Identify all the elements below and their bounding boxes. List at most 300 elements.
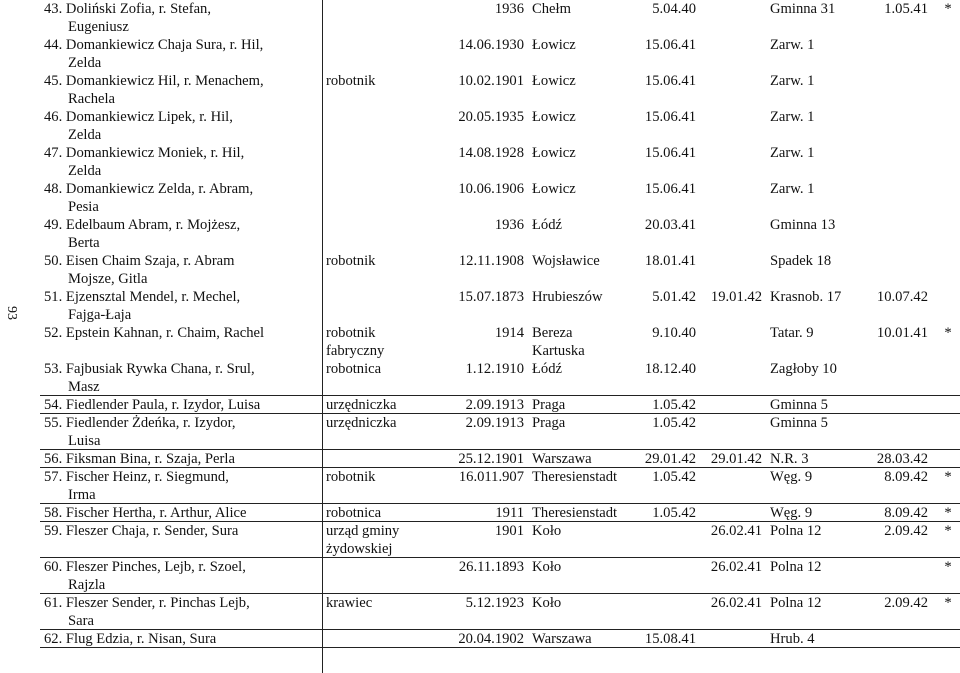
arrival-date: 15.08.41 [644, 631, 696, 647]
birthplace-cell [528, 36, 636, 72]
registration-date: 29.01.42 [710, 451, 762, 467]
departure-date [854, 144, 932, 180]
entry-number: 46. [44, 109, 63, 125]
arrival-date: 1.05.42 [652, 415, 696, 431]
birthplace-cell [528, 396, 636, 414]
arrival-date: 15.06.41 [644, 145, 696, 161]
birthplace-cell [528, 108, 636, 144]
occupation: robotnik [326, 253, 376, 269]
registration-date [700, 504, 766, 522]
person-name-cell [40, 36, 322, 72]
arrival-date: 1.05.42 [652, 469, 696, 485]
address: Gminna 5 [770, 415, 828, 431]
note-mark [932, 288, 960, 324]
birthplace: Łowicz [532, 37, 576, 53]
table-row [40, 72, 960, 108]
arrival-date [636, 558, 700, 594]
table-row [40, 396, 960, 414]
occupation-cell [322, 216, 432, 252]
note-mark [932, 252, 960, 288]
entry-number: 53. [44, 361, 63, 377]
note-mark [932, 450, 960, 468]
occupation-cell [322, 180, 432, 216]
row-divider [40, 629, 960, 630]
table-row [40, 36, 960, 72]
table-row [40, 216, 960, 252]
person-name: Fleszer Pinches, Lejb, r. Szoel, [62, 559, 246, 575]
parents-continuation: Rajzla [68, 577, 106, 593]
person-name-cell [40, 594, 322, 630]
table-row [40, 288, 960, 324]
person-name-cell [40, 144, 322, 180]
table-row [40, 252, 960, 288]
person-name-cell [40, 450, 322, 468]
birth-date: 2.09.1913 [465, 415, 524, 431]
arrival-date: 1.05.42 [652, 397, 696, 413]
registration-date [700, 324, 766, 360]
occupation-cell [322, 36, 432, 72]
address: Polna 12 [770, 523, 822, 539]
birthplace-cell [528, 558, 636, 594]
birthplace-cell [528, 630, 636, 648]
arrival-date: 15.06.41 [644, 73, 696, 89]
note-mark: * [944, 469, 952, 485]
person-name-cell [40, 216, 322, 252]
table-row [40, 504, 960, 522]
row-divider [40, 521, 960, 522]
entry-number: 57. [44, 469, 63, 485]
registration-date [700, 630, 766, 648]
entry-number: 61. [44, 595, 63, 611]
birthplace: Łowicz [532, 145, 576, 161]
note-mark [932, 36, 960, 72]
occupation-cell [322, 522, 432, 558]
birthplace-cell [528, 144, 636, 180]
occupation-cell [322, 108, 432, 144]
birthplace-cell [528, 216, 636, 252]
address: N.R. 3 [770, 451, 809, 467]
birth-date: 10.02.1901 [458, 73, 524, 89]
birthplace: Łowicz [532, 109, 576, 125]
arrival-date: 9.10.40 [652, 325, 696, 341]
registration-date [700, 36, 766, 72]
birth-date: 14.08.1928 [458, 145, 524, 161]
departure-date: 1.05.41 [884, 1, 928, 17]
birth-date: 14.06.1930 [458, 37, 524, 53]
registration-date [700, 72, 766, 108]
note-mark [932, 180, 960, 216]
parents-continuation: Zelda [68, 55, 102, 71]
parents-continuation: Rachela [68, 91, 115, 107]
arrival-date: 18.01.41 [644, 253, 696, 269]
birthplace-cell [528, 72, 636, 108]
note-mark [932, 216, 960, 252]
table-row [40, 180, 960, 216]
note-mark: * [944, 1, 952, 17]
table-row [40, 108, 960, 144]
table-row [40, 450, 960, 468]
departure-date [854, 72, 932, 108]
birthplace: Bereza [532, 325, 573, 341]
address: Spadek 18 [770, 253, 832, 269]
parents-continuation: Irma [68, 487, 96, 503]
person-name-cell [40, 396, 322, 414]
row-divider [40, 467, 960, 468]
birthplace: Theresienstadt [532, 505, 618, 521]
address: Polna 12 [770, 595, 822, 611]
row-divider [40, 593, 960, 594]
person-name: Eisen Chaim Szaja, r. Abram [62, 253, 235, 269]
arrival-date [636, 594, 700, 630]
birth-date: 16.011.907 [458, 469, 524, 485]
entry-number: 58. [44, 505, 63, 521]
registration-date [700, 0, 766, 36]
departure-date [854, 360, 932, 396]
entry-number: 60. [44, 559, 63, 575]
table-row [40, 594, 960, 630]
birth-date: 15.07.1873 [458, 289, 524, 305]
person-name: Domankiewicz Moniek, r. Hil, [62, 145, 245, 161]
entry-number: 54. [44, 397, 63, 413]
address: Polna 12 [770, 559, 822, 575]
address: Zarw. 1 [770, 181, 815, 197]
birthplace-cell [528, 252, 636, 288]
person-name: Fiedlender Paula, r. Izydor, Luisa [62, 397, 261, 413]
birthplace: Warszawa [532, 451, 592, 467]
birthplace-cell [528, 468, 636, 504]
table-row [40, 144, 960, 180]
table-row [40, 630, 960, 648]
occupation: robotnica [326, 505, 382, 521]
parents-continuation: Pesia [68, 199, 99, 215]
registration-date: 26.02.41 [710, 559, 762, 575]
parents-continuation: Mojsze, Gitla [68, 271, 148, 287]
address: Krasnob. 17 [770, 289, 842, 305]
departure-date: 8.09.42 [884, 469, 928, 485]
registration-date: 26.02.41 [710, 595, 762, 611]
occupation-cell [322, 468, 432, 504]
departure-date: 10.07.42 [876, 289, 928, 305]
person-name: Domankiewicz Hil, r. Menachem, [62, 73, 264, 89]
occupation-cell [322, 144, 432, 180]
occupation-cell [322, 324, 432, 360]
parents-continuation: Eugeniusz [68, 19, 129, 35]
person-name: Fischer Heinz, r. Siegmund, [62, 469, 229, 485]
departure-date [854, 216, 932, 252]
occupation-cell [322, 0, 432, 36]
birthplace: Theresienstadt [532, 469, 618, 485]
departure-date [854, 180, 932, 216]
birthplace: Łódź [532, 361, 562, 377]
person-name-cell [40, 324, 322, 360]
occupation-cell [322, 450, 432, 468]
birth-date: 1936 [494, 217, 524, 233]
person-name: Flug Edzia, r. Nisan, Sura [62, 631, 217, 647]
parents-continuation: Fajga-Łaja [68, 307, 132, 323]
birth-date: 5.12.1923 [465, 595, 524, 611]
entry-number: 51. [44, 289, 63, 305]
birth-date: 12.11.1908 [458, 253, 524, 269]
note-mark [932, 144, 960, 180]
note-mark: * [944, 505, 952, 521]
address: Zarw. 1 [770, 37, 815, 53]
page-number: 93 [4, 306, 19, 320]
table-row [40, 522, 960, 558]
occupation-cell [322, 288, 432, 324]
person-name-cell [40, 414, 322, 450]
birth-date: 1901 [494, 523, 524, 539]
birthplace: Praga [532, 397, 566, 413]
person-name: Domankiewicz Chaja Sura, r. Hil, [62, 37, 264, 53]
occupation-cell [322, 72, 432, 108]
birth-date: 10.06.1906 [458, 181, 524, 197]
arrival-date: 15.06.41 [644, 37, 696, 53]
person-name: Doliński Zofia, r. Stefan, [62, 1, 212, 17]
occupation-cell [322, 396, 432, 414]
registration-date [700, 252, 766, 288]
birthplace: Łowicz [532, 73, 576, 89]
address: Gminna 31 [770, 1, 836, 17]
person-name: Edelbaum Abram, r. Mojżesz, [62, 217, 241, 233]
address: Węg. 9 [770, 469, 813, 485]
occupation-cell [322, 414, 432, 450]
registration-date [700, 360, 766, 396]
departure-date: 2.09.42 [884, 523, 928, 539]
person-name: Fleszer Sender, r. Pinchas Lejb, [62, 595, 250, 611]
arrival-date: 18.12.40 [644, 361, 696, 377]
occupation: robotnik [326, 325, 376, 341]
note-mark: * [944, 325, 952, 341]
birthplace: Wojsławice [532, 253, 600, 269]
person-name: Fiedlender Żdeńka, r. Izydor, [62, 415, 236, 431]
table-row [40, 558, 960, 594]
departure-date [854, 108, 932, 144]
parents-continuation: Zelda [68, 163, 102, 179]
arrival-date: 15.06.41 [644, 181, 696, 197]
registration-date [700, 180, 766, 216]
parents-continuation: Berta [68, 235, 100, 251]
occupation-continuation: fabryczny [326, 343, 385, 359]
address: Zarw. 1 [770, 109, 815, 125]
birth-date: 25.12.1901 [458, 451, 524, 467]
person-name-cell [40, 504, 322, 522]
person-name-cell [40, 558, 322, 594]
birthplace-continuation: Kartuska [532, 343, 585, 359]
parents-continuation: Luisa [68, 433, 101, 449]
note-mark [932, 630, 960, 648]
birth-date: 1911 [495, 505, 524, 521]
birth-date: 1914 [494, 325, 524, 341]
occupation-cell [322, 504, 432, 522]
departure-date: 8.09.42 [884, 505, 928, 521]
departure-date [854, 630, 932, 648]
address: Zagłoby 10 [770, 361, 837, 377]
birthplace-cell [528, 522, 636, 558]
person-name-cell [40, 108, 322, 144]
birth-date: 20.04.1902 [458, 631, 524, 647]
table-row [40, 468, 960, 504]
arrival-date: 15.06.41 [644, 109, 696, 125]
birthplace: Praga [532, 415, 566, 431]
occupation-continuation: żydowskiej [326, 541, 393, 557]
occupation: robotnica [326, 361, 382, 377]
departure-date: 10.01.41 [876, 325, 928, 341]
birthplace-cell [528, 594, 636, 630]
person-name-cell [40, 180, 322, 216]
row-divider [40, 395, 960, 396]
person-name-cell [40, 468, 322, 504]
occupation: robotnik [326, 469, 376, 485]
departure-date [854, 414, 932, 450]
occupation: krawiec [326, 595, 373, 611]
row-divider [40, 647, 960, 648]
register-body [40, 0, 960, 648]
birthplace-cell [528, 504, 636, 522]
birthplace-cell [528, 450, 636, 468]
registration-date: 26.02.41 [710, 523, 762, 539]
entry-number: 55. [44, 415, 63, 431]
person-name-cell [40, 252, 322, 288]
address: Zarw. 1 [770, 145, 815, 161]
person-name-cell [40, 360, 322, 396]
entry-number: 62. [44, 631, 63, 647]
address: Tatar. 9 [770, 325, 814, 341]
occupation: robotnik [326, 73, 376, 89]
birthplace-cell [528, 414, 636, 450]
occupation-cell [322, 594, 432, 630]
entry-number: 43. [44, 1, 63, 17]
note-mark [932, 72, 960, 108]
occupation: urzędniczka [326, 397, 397, 413]
parents-continuation: Masz [68, 379, 100, 395]
register-table [40, 0, 960, 648]
registration-date [700, 414, 766, 450]
departure-date [854, 252, 932, 288]
note-mark [932, 360, 960, 396]
arrival-date: 29.01.42 [644, 451, 696, 467]
birthplace: Chełm [532, 1, 571, 17]
birthplace-cell [528, 360, 636, 396]
birthplace: Koło [532, 559, 562, 575]
person-name-cell [40, 72, 322, 108]
row-divider [40, 503, 960, 504]
person-name: Fajbusiak Rywka Chana, r. Srul, [62, 361, 255, 377]
address: Węg. 9 [770, 505, 813, 521]
birthplace: Koło [532, 523, 562, 539]
birthplace: Koło [532, 595, 562, 611]
column-rule [322, 0, 323, 673]
note-mark: * [944, 595, 952, 611]
birth-date: 1.12.1910 [465, 361, 524, 377]
row-divider [40, 413, 960, 414]
address: Gminna 5 [770, 397, 828, 413]
registration-date [700, 468, 766, 504]
registration-date: 19.01.42 [710, 289, 762, 305]
arrival-date: 1.05.42 [652, 505, 696, 521]
arrival-date [636, 522, 700, 558]
entry-number: 59. [44, 523, 63, 539]
departure-date [854, 36, 932, 72]
note-mark [932, 108, 960, 144]
entry-number: 48. [44, 181, 63, 197]
person-name: Ejzensztal Mendel, r. Mechel, [62, 289, 241, 305]
occupation-cell [322, 252, 432, 288]
person-name: Domankiewicz Lipek, r. Hil, [62, 109, 233, 125]
parents-continuation: Sara [68, 613, 94, 629]
person-name-cell [40, 0, 322, 36]
birthplace-cell [528, 288, 636, 324]
note-mark: * [944, 559, 952, 575]
registration-date [700, 216, 766, 252]
person-name: Epstein Kahnan, r. Chaim, Rachel [62, 325, 265, 341]
departure-date [854, 396, 932, 414]
birth-date: 1936 [494, 1, 524, 17]
birth-date: 26.11.1893 [458, 559, 524, 575]
entry-number: 56. [44, 451, 63, 467]
person-name-cell [40, 288, 322, 324]
person-name: Domankiewicz Zelda, r. Abram, [62, 181, 254, 197]
table-row [40, 360, 960, 396]
entry-number: 49. [44, 217, 63, 233]
entry-number: 50. [44, 253, 63, 269]
birthplace-cell [528, 324, 636, 360]
departure-date: 2.09.42 [884, 595, 928, 611]
birthplace: Łódź [532, 217, 562, 233]
departure-date: 28.03.42 [876, 451, 928, 467]
entry-number: 45. [44, 73, 63, 89]
entry-number: 52. [44, 325, 63, 341]
arrival-date: 5.01.42 [652, 289, 696, 305]
arrival-date: 5.04.40 [652, 1, 696, 17]
birthplace-cell [528, 0, 636, 36]
table-row [40, 414, 960, 450]
entry-number: 47. [44, 145, 63, 161]
person-name: Fischer Hertha, r. Arthur, Alice [62, 505, 247, 521]
address: Hrub. 4 [770, 631, 815, 647]
note-mark [932, 396, 960, 414]
parents-continuation: Zelda [68, 127, 102, 143]
person-name-cell [40, 522, 322, 558]
address: Zarw. 1 [770, 73, 815, 89]
birth-date: 2.09.1913 [465, 397, 524, 413]
birth-date: 20.05.1935 [458, 109, 524, 125]
registration-date [700, 144, 766, 180]
arrival-date: 20.03.41 [644, 217, 696, 233]
address: Gminna 13 [770, 217, 836, 233]
occupation-cell [322, 360, 432, 396]
departure-date [854, 558, 932, 594]
table-row [40, 324, 960, 360]
birthplace: Warszawa [532, 631, 592, 647]
person-name-cell [40, 630, 322, 648]
occupation-cell [322, 558, 432, 594]
entry-number: 44. [44, 37, 63, 53]
birthplace-cell [528, 180, 636, 216]
note-mark: * [944, 523, 952, 539]
occupation-cell [322, 630, 432, 648]
note-mark [932, 414, 960, 450]
birthplace: Łowicz [532, 181, 576, 197]
birthplace: Hrubieszów [532, 289, 603, 305]
occupation: urzędniczka [326, 415, 397, 431]
row-divider [40, 557, 960, 558]
registration-date [700, 108, 766, 144]
person-name: Fleszer Chaja, r. Sender, Sura [62, 523, 239, 539]
person-name: Fiksman Bina, r. Szaja, Perla [62, 451, 235, 467]
occupation: urząd gminy [326, 523, 400, 539]
register-sheet [40, 0, 960, 673]
table-row [40, 0, 960, 36]
